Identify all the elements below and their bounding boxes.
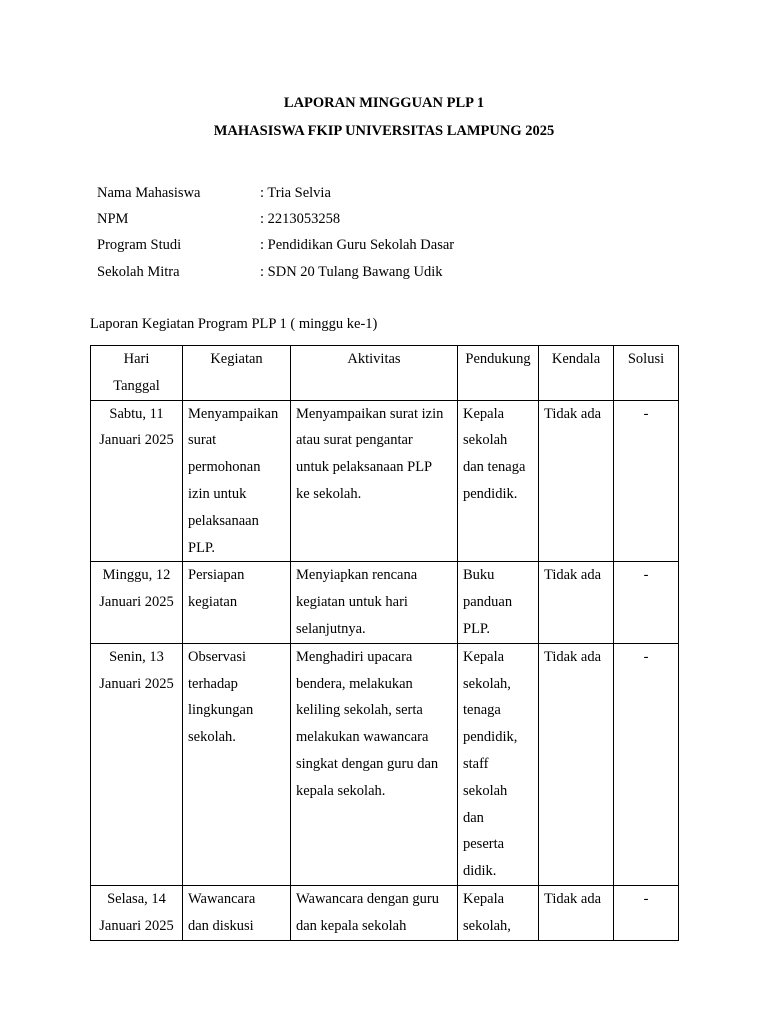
cell-pendukung — [458, 400, 539, 562]
cell-line: bendera, melakukan — [296, 675, 413, 692]
cell-kendala: Tidak ada — [539, 643, 614, 885]
table-row — [91, 643, 679, 885]
cell-kegiatan — [183, 400, 291, 562]
info-label: Nama Mahasiswa — [97, 184, 201, 201]
info-value: : Tria Selvia — [260, 184, 331, 201]
cell-kendala: Tidak ada — [539, 562, 614, 643]
table-row — [91, 400, 679, 562]
activity-table — [90, 345, 679, 941]
cell-line: PLP. — [463, 620, 491, 637]
info-row — [97, 233, 454, 259]
cell-solusi: - — [614, 562, 679, 643]
student-info — [97, 180, 454, 285]
cell-kendala: Tidak ada — [539, 885, 614, 940]
cell-hari — [91, 643, 183, 885]
cell-line: Selasa, 14 — [107, 890, 166, 907]
cell-line: kegiatan — [188, 594, 238, 611]
cell-hari — [91, 885, 183, 940]
cell-kegiatan — [183, 562, 291, 643]
cell-solusi: - — [614, 643, 679, 885]
header-kegiatan: Kegiatan — [183, 346, 291, 401]
cell-line: sekolah. — [188, 729, 236, 746]
cell-line: Persiapan — [188, 567, 245, 584]
info-label: NPM — [97, 210, 129, 227]
cell-kegiatan — [183, 885, 291, 940]
cell-pendukung — [458, 643, 539, 885]
cell-line: peserta — [463, 836, 505, 853]
cell-line: Januari 2025 — [99, 432, 174, 449]
info-value: : 2213053258 — [260, 210, 341, 227]
cell-line: terhadap — [188, 675, 238, 692]
cell-line: izin untuk — [188, 485, 247, 502]
cell-line: kepala sekolah. — [296, 782, 386, 799]
cell-hari — [91, 562, 183, 643]
header-hari: Hari — [123, 351, 150, 367]
cell-line: kegiatan untuk hari — [296, 594, 408, 611]
cell-pendukung — [458, 562, 539, 643]
cell-line: dan tenaga — [463, 459, 526, 476]
table-row — [91, 562, 679, 643]
cell-line: pendidik, — [463, 729, 518, 746]
cell-line: sekolah, — [463, 917, 511, 934]
header-solusi: Solusi — [614, 346, 679, 401]
cell-line: Menyiapkan rencana — [296, 567, 418, 584]
info-label: Program Studi — [97, 237, 182, 254]
cell-line: untuk pelaksanaan PLP — [296, 459, 433, 476]
cell-kendala: Tidak ada — [539, 400, 614, 562]
cell-line: dan diskusi — [188, 917, 254, 934]
cell-line: Wawancara dengan guru — [296, 890, 439, 907]
header-pendukung: Pendukung — [458, 346, 539, 401]
cell-aktivitas — [291, 643, 458, 885]
info-row — [97, 180, 454, 206]
cell-hari — [91, 400, 183, 562]
cell-line: dan — [463, 809, 484, 826]
cell-line: Januari 2025 — [99, 675, 174, 692]
info-label: Sekolah Mitra — [97, 263, 180, 280]
cell-line: Buku — [463, 567, 495, 584]
cell-line: sekolah — [463, 432, 508, 449]
cell-line: tenaga — [463, 702, 501, 719]
info-value: : Pendidikan Guru Sekolah Dasar — [260, 237, 455, 254]
cell-line: PLP. — [188, 539, 216, 556]
cell-line: melakukan wawancara — [296, 729, 429, 746]
cell-line: staff — [463, 755, 489, 772]
cell-line: Menyampaikan — [188, 405, 279, 422]
cell-aktivitas — [291, 885, 458, 940]
cell-line: didik. — [463, 863, 497, 880]
cell-line: sekolah, — [463, 675, 511, 692]
header-hari-tanggal — [91, 346, 183, 401]
cell-aktivitas — [291, 400, 458, 562]
report-subtitle: MAHASISWA FKIP UNIVERSITAS LAMPUNG 2025 — [213, 123, 555, 139]
cell-line: keliling sekolah, serta — [296, 702, 423, 719]
cell-line: Menghadiri upacara — [296, 648, 413, 665]
info-value: : SDN 20 Tulang Bawang Udik — [260, 263, 443, 280]
cell-line: pelaksanaan — [188, 512, 259, 529]
header-kendala: Kendala — [539, 346, 614, 401]
cell-line: Kepala — [463, 890, 505, 907]
cell-line: singkat dengan guru dan — [296, 755, 439, 772]
header-aktivitas: Aktivitas — [291, 346, 458, 401]
cell-solusi: - — [614, 400, 679, 562]
cell-line: Senin, 13 — [109, 648, 164, 665]
cell-solusi: - — [614, 885, 679, 940]
cell-line: ke sekolah. — [296, 485, 362, 502]
table-row — [91, 885, 679, 940]
cell-aktivitas — [291, 562, 458, 643]
cell-line: dan kepala sekolah — [296, 917, 407, 934]
cell-line: lingkungan — [188, 702, 254, 719]
cell-line: Sabtu, 11 — [109, 405, 164, 422]
cell-line: Januari 2025 — [99, 594, 174, 611]
info-row — [97, 259, 454, 285]
cell-kegiatan — [183, 643, 291, 885]
cell-line: atau surat pengantar — [296, 432, 413, 449]
table-caption: Laporan Kegiatan Program PLP 1 ( minggu ke-1) — [90, 316, 378, 332]
cell-line: panduan — [463, 594, 513, 611]
cell-line: surat — [188, 432, 217, 449]
header-tanggal: Tanggal — [113, 377, 160, 394]
cell-line: Minggu, 12 — [102, 567, 171, 584]
cell-line: Januari 2025 — [99, 917, 174, 934]
cell-line: Wawancara — [188, 890, 256, 907]
cell-line: sekolah — [463, 782, 508, 799]
cell-line: Kepala — [463, 648, 505, 665]
cell-line: selanjutnya. — [296, 620, 366, 637]
cell-line: permohonan — [188, 459, 261, 476]
cell-line: Observasi — [188, 648, 246, 665]
cell-pendukung — [458, 885, 539, 940]
cell-line: pendidik. — [463, 485, 518, 502]
cell-line: Kepala — [463, 405, 505, 422]
report-title: LAPORAN MINGGUAN PLP 1 — [283, 95, 485, 111]
info-row — [97, 206, 454, 232]
table-header-row — [91, 346, 679, 401]
cell-line: Menyampaikan surat izin — [296, 405, 444, 422]
